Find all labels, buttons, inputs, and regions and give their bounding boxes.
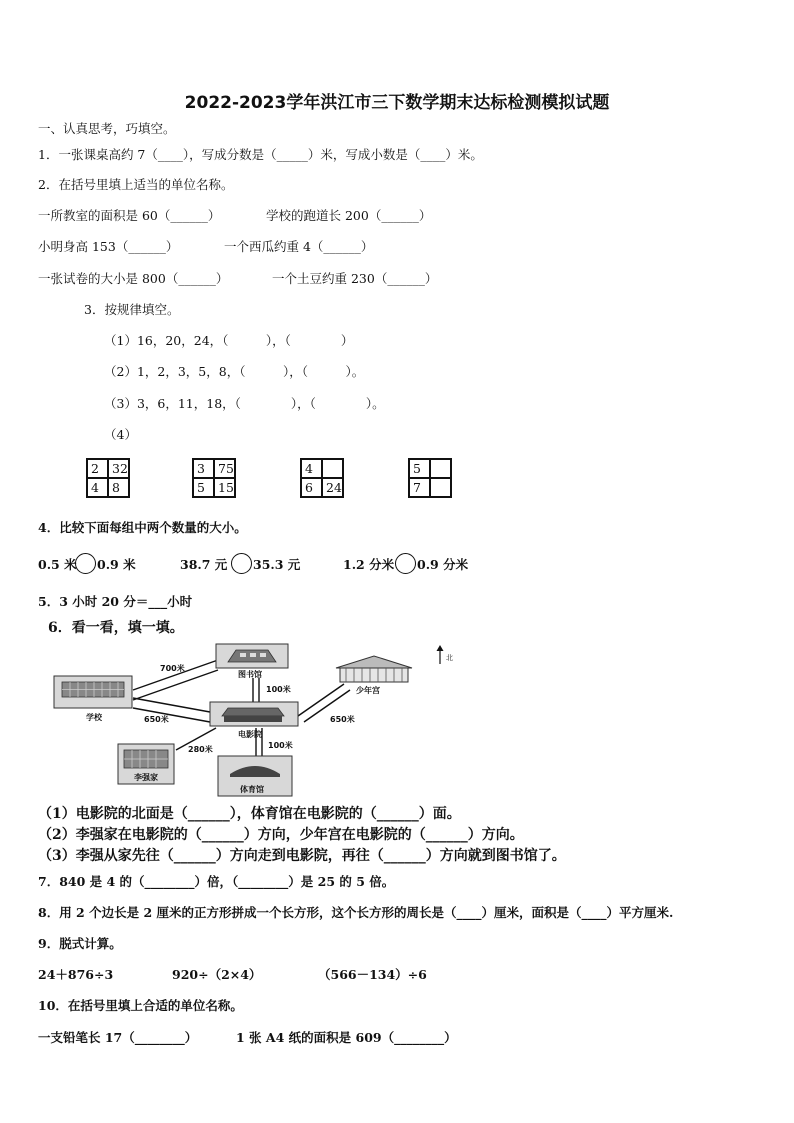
library-building — [216, 644, 288, 668]
grid-cell: 15 — [214, 478, 235, 497]
question-2-item: 一个西瓜约重 4（______） — [224, 239, 374, 254]
question-1: 1．一张课桌高约 7（____），写成分数是（_____）米，写成小数是（____）米。 — [38, 147, 483, 162]
number-grid — [192, 458, 236, 498]
question-2-item: 小明身高 153（______） — [38, 239, 179, 254]
grid-cell: 6 — [301, 478, 322, 497]
distance-label: 700米 — [160, 664, 185, 673]
expression: （566－134）÷6 — [318, 967, 427, 982]
grid-cell: 5 — [409, 459, 430, 478]
question-2-stem: 2．在括号里填上适当的单位名称。 — [38, 177, 234, 192]
expression: 920÷（2×4） — [172, 967, 262, 982]
compare-left: 1.2 分米 — [343, 557, 395, 572]
expression: 24＋876÷3 — [38, 967, 114, 982]
compare-circle[interactable] — [75, 553, 96, 574]
number-grid — [408, 458, 452, 498]
grid-cell — [430, 459, 451, 478]
question-3-sub: （4） — [104, 427, 137, 442]
question-2-item: 一所教室的面积是 60（______） — [38, 208, 221, 223]
question-6-stem: 6．看一看，填一填。 — [48, 620, 184, 636]
question-9-stem: 9．脱式计算。 — [38, 936, 122, 951]
question-6-sub: （2）李强家在电影院的（______）方向，少年宫在电影院的（______）方向。 — [38, 827, 524, 843]
grid-cell — [430, 478, 451, 497]
grid-cell: 2 — [87, 459, 108, 478]
north-arrow-icon — [437, 645, 444, 664]
north-label: 北 — [446, 654, 453, 662]
gym-label: 体育馆 — [240, 785, 264, 794]
question-10-item: 一支铅笔长 17（________） — [38, 1030, 198, 1045]
question-3-stem: 3．按规律填空。 — [84, 302, 180, 317]
grid-cell: 4 — [87, 478, 108, 497]
question-7: 7．840 是 4 的（________）倍，（________）是 25 的 5 倍。 — [38, 874, 395, 889]
compare-right: 0.9 分米 — [417, 557, 469, 572]
grid-cell: 4 — [301, 459, 322, 478]
compare-right: 35.3 元 — [253, 557, 301, 572]
road — [298, 684, 344, 716]
section-heading: 一、认真思考，巧填空。 — [38, 121, 176, 136]
question-2-item: 一张试卷的大小是 800（______） — [38, 271, 229, 286]
question-6-sub: （1）电影院的北面是（______），体育馆在电影院的（______）面。 — [38, 806, 461, 822]
question-3-sub: （3）3，6，11，18，（ ），（ ）。 — [104, 396, 385, 411]
question-6-sub: （3）李强从家先往（______）方向走到电影院，再往（______）方向就到图书馆了。 — [38, 848, 566, 864]
number-grid — [300, 458, 344, 498]
distance-label: 100米 — [268, 741, 293, 750]
grid-cell: 75 — [214, 459, 235, 478]
grid-cell: 7 — [409, 478, 430, 497]
grid-cell: 32 — [108, 459, 129, 478]
distance-label: 650米 — [330, 715, 355, 724]
distance-label: 100米 — [266, 685, 291, 694]
grid-cell: 5 — [193, 478, 214, 497]
compare-circle[interactable] — [231, 553, 252, 574]
grid-cell: 3 — [193, 459, 214, 478]
question-5: 5．3 小时 20 分＝___小时 — [38, 594, 193, 609]
cinema-label: 电影院 — [238, 730, 262, 739]
question-2-item: 一个土豆约重 230（______） — [272, 271, 438, 286]
question-3-sub: （2）1，2，3，5，8，（ ），（ ）。 — [104, 364, 365, 379]
compare-left: 0.5 米 — [38, 557, 77, 572]
number-grid — [86, 458, 130, 498]
grid-cell: 8 — [108, 478, 129, 497]
library-label: 图书馆 — [238, 670, 262, 679]
question-3-sub: （1）16，20，24，（ ），（ ） — [104, 333, 354, 348]
question-10-stem: 10．在括号里填上合适的单位名称。 — [38, 998, 243, 1013]
distance-label: 650米 — [144, 715, 169, 724]
youth-palace-label: 少年宫 — [356, 686, 380, 695]
compare-right: 0.9 米 — [97, 557, 136, 572]
compare-circle[interactable] — [395, 553, 416, 574]
youth-palace-building — [336, 656, 412, 682]
grid-cell: 24 — [322, 478, 343, 497]
cinema-building — [210, 702, 298, 726]
question-10-item: 1 张 A4 纸的面积是 609（________） — [236, 1030, 457, 1045]
school-label: 学校 — [86, 713, 102, 722]
page-title: 2022-2023学年洪江市三下数学期末达标检测模拟试题 — [184, 93, 610, 113]
grid-cell — [322, 459, 343, 478]
question-4-stem: 4．比较下面每组中两个数量的大小。 — [38, 520, 247, 535]
question-8: 8．用 2 个边长是 2 厘米的正方形拼成一个长方形，这个长方形的周长是（____）厘米，面积是（____）平方厘米. — [38, 905, 674, 920]
compare-left: 38.7 元 — [180, 557, 228, 572]
question-2-item: 学校的跑道长 200（______） — [266, 208, 432, 223]
liqiang-home-label: 李强家 — [134, 773, 158, 782]
school-building — [54, 676, 132, 708]
distance-label: 280米 — [188, 745, 213, 754]
location-map — [48, 640, 468, 798]
